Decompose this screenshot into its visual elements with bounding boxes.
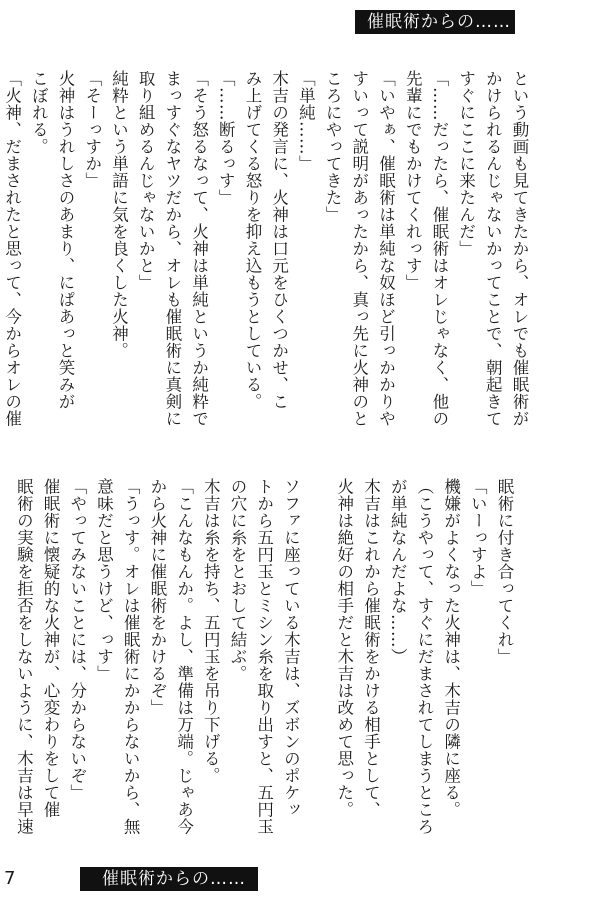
lower-text-column: [14, 478, 517, 835]
text-line: 眠術の実験を拒否をしないように、木吉は早速: [14, 478, 34, 835]
text-line: み上げてくる怒りを抑え込もうとしている。: [242, 70, 262, 410]
text-line: ころにやってきた」: [323, 70, 343, 223]
blank-line: [303, 478, 330, 828]
text-line: の穴に糸をとおして結ぶ。: [227, 478, 247, 682]
text-line: 木吉は糸を持ち、五円玉を吊り下げる。: [201, 478, 221, 784]
text-line: 「いやぁ、催眠術は単純な奴ほど引っかかりや: [376, 70, 396, 427]
text-line: 意味だと思うけど、っす」: [94, 478, 114, 682]
text-line: という動画も見てきたから、オレでも催眠術が: [510, 70, 529, 427]
text-line: 「……断るっす」: [216, 70, 236, 206]
text-line: こぼれる。: [29, 70, 49, 155]
text-line: まっすぐなヤツだから、オレも催眠術に真剣に: [162, 70, 182, 427]
text-line: 「うっす。オレは催眠術にかからないから、無: [121, 478, 141, 835]
text-line: 「やってみないことには、分からないぞ」: [67, 478, 87, 801]
text-line: 木吉はこれから催眠術をかける相手として、: [361, 478, 381, 818]
text-line: 機嫌がよくなった火神は、木吉の隣に座る。: [441, 478, 461, 818]
text-line: 「そう怒るなって、火神は単純というか純粋で: [189, 70, 209, 427]
text-line: 「いーっすよ」: [468, 478, 488, 597]
text-line: 催眠術に懐疑的な火神が、心変わりをして催: [41, 478, 61, 818]
text-line: 「火神、だまされたと思って、今からオレの催: [2, 70, 22, 427]
text-line: 「こんなもんか。よし、準備は万端。じゃあ今: [174, 478, 194, 835]
text-line: 取り組めるんじゃないかと」: [136, 70, 156, 291]
page-number: 7: [4, 868, 16, 889]
text-line: すいって説明があったから、真っ先に火神のと: [349, 70, 369, 427]
text-line: 純粋という単語に気を良くした火神。: [109, 70, 129, 359]
text-line: 火神は絶好の相手だと木吉は改めて思った。: [334, 478, 354, 818]
text-line: 木吉の発言に、火神は口元をひくつかせ、こ: [269, 70, 289, 410]
header-title: 催眠術からの……: [355, 10, 515, 34]
text-line: トから五円玉とミシン糸を取り出すと、五円玉: [254, 478, 274, 835]
text-line: 火神はうれしさのあまり、にぱあっと笑みが: [56, 70, 76, 410]
text-line: 先輩にでもかけてくれっす」: [403, 70, 423, 291]
text-line: 眠術に付き合ってくれ」: [495, 478, 514, 665]
text-line: ソファに座っている木吉は、ズボンのポケッ: [281, 478, 301, 818]
text-line: 「そーっすか」: [82, 70, 102, 189]
footer-title: 催眠術からの……: [80, 867, 258, 891]
text-line: 「……だったら、催眠術はオレじゃなく、他の: [429, 70, 449, 427]
upper-text-column: [2, 70, 532, 450]
text-line: かけられるんじゃないかってことで、朝起きて: [483, 70, 503, 427]
text-line: （こうやって、すぐにだまされてしまうところ: [414, 478, 434, 835]
text-line: 「単純……」: [296, 70, 316, 172]
text-line: から火神に催眠術をかけるぞ」: [147, 478, 167, 716]
text-line: すぐにここに来たんだ」: [456, 70, 476, 257]
text-line: が単純なんだよな……）: [388, 478, 408, 665]
